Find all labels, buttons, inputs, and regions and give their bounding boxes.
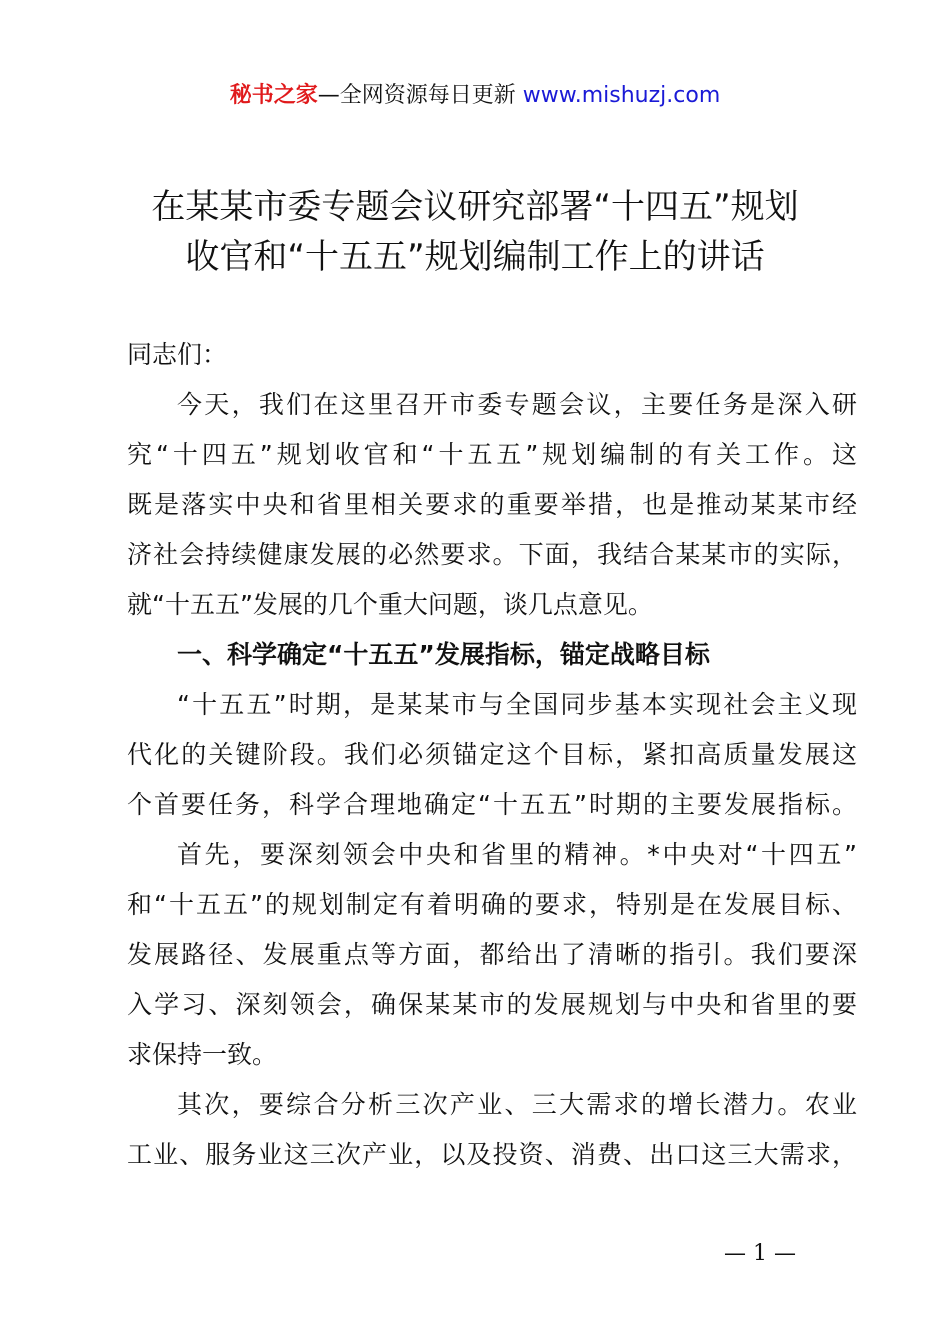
page-number: — 1 —: [724, 1241, 796, 1266]
paragraph-3-line: 求保持一致。: [127, 1040, 278, 1069]
paragraph-3-line: 发展路径、发展重点等方面，都给出了清晰的指引。我们要深: [127, 940, 857, 969]
paragraph-3-line: 入学习、深刻领会，确保某某市的发展规划与中央和省里的要: [127, 990, 857, 1019]
paragraph-2-line: 个首要任务，科学合理地确定“十五五”时期的主要发展指标。: [127, 790, 857, 819]
paragraph-1-line: 济社会持续健康发展的必然要求。下面，我结合某某市的实际，: [127, 540, 857, 569]
paragraph-1-line: 既是落实中央和省里相关要求的重要举措，也是推动某某市经: [127, 490, 857, 519]
paragraph-2-line: “十五五”时期，是某某市与全国同步基本实现社会主义现: [177, 690, 857, 719]
paragraph-3-line: 首先，要深刻领会中央和省里的精神。*中央对“十四五”: [177, 840, 857, 869]
site-header: [0, 80, 950, 112]
title-line-1: 在某某市委专题会议研究部署“十四五”规划: [151, 187, 799, 227]
paragraph-4-line: 工业、服务业这三次产业，以及投资、消费、出口这三大需求，: [127, 1140, 857, 1169]
document-body: [127, 330, 857, 1180]
salutation: 同志们：: [127, 340, 228, 369]
paragraph-4-line: 其次，要综合分析三次产业、三大需求的增长潜力。农业: [177, 1090, 857, 1119]
header-tagline: —全网资源每日更新: [317, 83, 516, 108]
brand-name: 秘书之家: [229, 83, 318, 108]
paragraph-2-line: 代化的关键阶段。我们必须锚定这个目标，紧扣高质量发展这: [127, 740, 857, 769]
paragraph-1-line: 就“十五五”发展的几个重大问题，谈几点意见。: [127, 590, 653, 619]
document-title: [90, 182, 860, 282]
section-heading-1: 一、科学确定“十五五”发展指标，锚定战略目标: [177, 640, 710, 669]
paragraph-1-line: 究“十四五”规划收官和“十五五”规划编制的有关工作。这: [127, 440, 857, 469]
title-line-2: 收官和“十五五”规划编制工作上的讲话: [185, 237, 765, 277]
paragraph-1-line: 今天，我们在这里召开市委专题会议，主要任务是深入研: [177, 390, 857, 419]
paragraph-3-line: 和“十五五”的规划制定有着明确的要求，特别是在发展目标、: [127, 890, 857, 919]
site-url[interactable]: www.mishuzj.com: [522, 83, 721, 108]
